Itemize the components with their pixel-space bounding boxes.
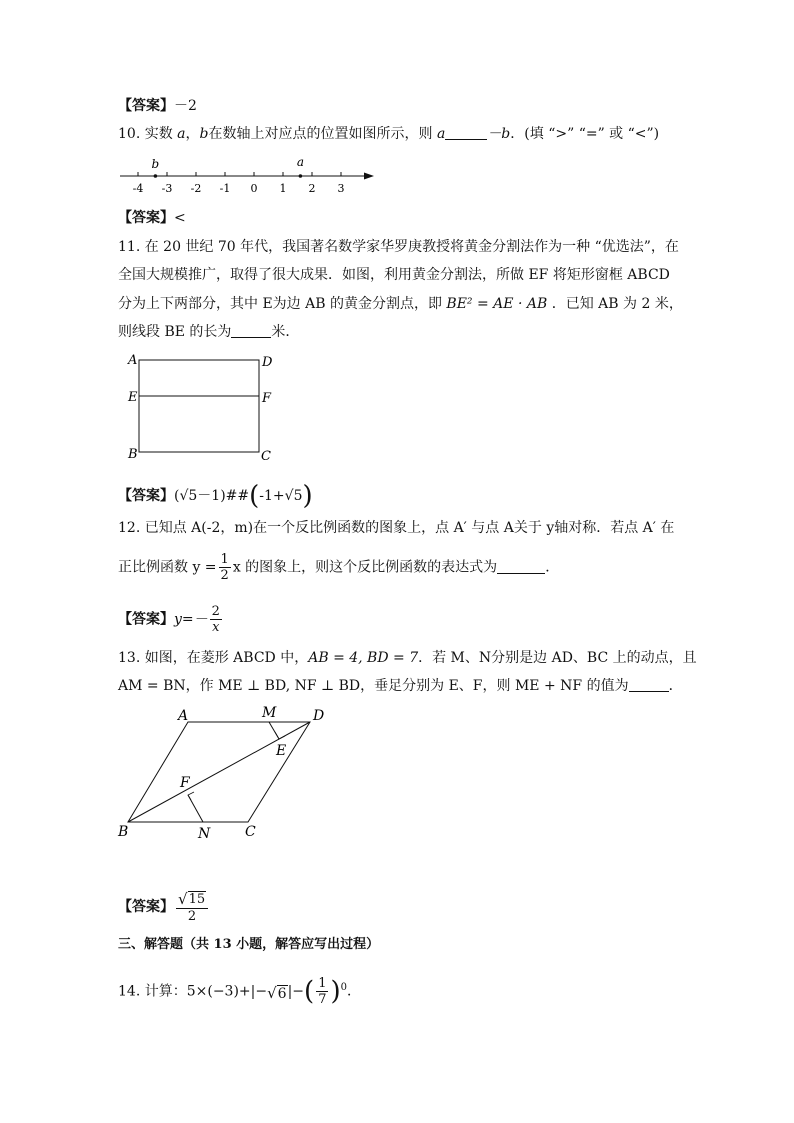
q10-var-b: b xyxy=(199,126,209,142)
q12-blank xyxy=(497,559,545,574)
number-line-ticks xyxy=(133,172,345,195)
number-line-figure xyxy=(118,150,388,196)
q10-text-a: 实数 xyxy=(144,126,178,142)
number-line-tick-label: -3 xyxy=(161,182,173,195)
q12-line2-a: 正比例函数 y = xyxy=(118,559,217,576)
label-b: B xyxy=(118,824,129,840)
q11-line3-b: ．已知 AB 为 2 米， xyxy=(547,296,683,312)
q14-expr-b: |− xyxy=(287,983,305,1000)
q10-answer xyxy=(118,208,186,228)
answer-label: 【答案】 xyxy=(118,210,174,226)
answer-label: 【答案】 xyxy=(118,98,174,114)
right-angle-f xyxy=(188,792,194,800)
label-d: D xyxy=(262,355,273,370)
q12-line1 xyxy=(118,518,674,538)
label-b: B xyxy=(128,447,138,462)
point-a-label: a xyxy=(296,155,304,169)
q13-answer xyxy=(118,890,210,924)
q10-number: 10. xyxy=(118,126,141,142)
q14-frac-num: 1 xyxy=(318,976,327,991)
q11-line3-a: 分为上下两部分，其中 E为边 AB 的黄金分割点，即 xyxy=(118,296,447,312)
q12-frac-num: 1 xyxy=(220,552,229,567)
q13-line1 xyxy=(118,648,697,668)
q14-sqrt: √ 6 xyxy=(267,983,287,1002)
rectangle-abcd xyxy=(139,360,259,452)
q10-text xyxy=(118,124,659,144)
label-f: F xyxy=(180,775,190,791)
number-line-tick-label: 0 xyxy=(250,182,258,195)
q10-answer-value: < xyxy=(174,210,186,226)
label-e: E xyxy=(128,390,138,405)
q12-answer-fraction xyxy=(210,604,222,635)
q10-text-b: 在数轴上对应点的位置如图所示，则 xyxy=(208,126,437,142)
q13-line1-c: ．若 M、N分别是边 AD、BC 上的动点，且 xyxy=(418,650,697,666)
number-line-tick-label: 2 xyxy=(308,182,316,195)
point-b-label: b xyxy=(151,157,160,171)
q11-answer-sep: ## xyxy=(225,488,250,504)
q13-answer-fraction xyxy=(176,890,208,924)
section-3-title: 三、解答题（共 13 小题，解答应写出过程） xyxy=(118,937,380,952)
label-m: M xyxy=(262,705,277,721)
q14-number: 14. xyxy=(118,983,141,1000)
number-line-tick-label: -1 xyxy=(219,182,231,195)
q11-answer-part1: (√5－1) xyxy=(174,488,226,504)
q14-end: ． xyxy=(347,983,362,1000)
q14-exp: 0 xyxy=(340,981,348,993)
q13-answer-num: √ 15 xyxy=(176,890,208,909)
answer-label: 【答案】 xyxy=(118,899,174,915)
number-line-tick-label: 3 xyxy=(337,182,345,195)
q11-line1-text: 在 20 世纪 70 年代，我国著名数学家华罗庚教授将黄金分割法作为一种 “优选法”，在 xyxy=(144,239,679,255)
q10-expr-a: a xyxy=(436,126,446,142)
rhombus-figure xyxy=(112,700,352,850)
q11-answer-part2: -1+√5 xyxy=(259,488,303,504)
q10-sep: ， xyxy=(185,126,200,142)
q11-line1 xyxy=(118,237,679,257)
q11-formula: BE² = AE · AB xyxy=(446,296,548,312)
number-line-arrow xyxy=(364,173,374,180)
q13-answer-den: 2 xyxy=(187,909,197,924)
q12-line2 xyxy=(118,552,559,583)
q11-line4-a: 则线段 BE 的长为 xyxy=(118,324,232,340)
q14-fraction xyxy=(316,976,328,1007)
q12-frac-den: 2 xyxy=(220,568,229,583)
q13-line2 xyxy=(118,676,683,696)
q10-blank xyxy=(445,125,487,140)
q11-line3 xyxy=(118,294,683,314)
q10-expr-minus-b: －b xyxy=(487,126,511,142)
q12-fraction xyxy=(219,552,231,583)
q12-line2-b: x 的图象上，则这个反比例函数的表达式为 xyxy=(232,559,498,576)
q12-answer-den: x xyxy=(212,620,220,635)
q13-line2-a: AM = BN，作 ME ⊥ BD, NF ⊥ BD，垂足分别为 E、F，则 ME + NF 的值为 xyxy=(118,678,629,694)
q9-answer-value: －2 xyxy=(174,98,197,114)
q12-line1-text: 已知点 A(-2，m)在一个反比例函数的图象上，点 A′ 与点 A关于 y轴对称．若点 A′ 在 xyxy=(144,520,675,536)
label-a: A xyxy=(178,708,189,724)
q12-number: 12. xyxy=(118,520,141,536)
number-line-tick-label: -4 xyxy=(132,182,144,195)
label-d: D xyxy=(313,708,325,724)
number-line-tick-label: 1 xyxy=(279,182,287,195)
label-e: E xyxy=(276,743,287,759)
q10-text-c: ．(填 “>” “=” 或 “<”) xyxy=(510,126,660,142)
q11-line4 xyxy=(118,322,299,342)
q11-line2: 全国大规模推广，取得了很大成果．如图，利用黄金分割法，所做 EF 将矩形窗框 ABCD xyxy=(118,267,670,283)
q13-number: 13. xyxy=(118,650,141,666)
q14-expr-a: 5×(−3)+|− xyxy=(186,983,268,1000)
label-n: N xyxy=(198,826,211,842)
q11-line4-b: 米． xyxy=(271,324,300,340)
q14-line: 14. 计算：5×(−3)+|− √ 6 |−( $\frac{1}{7}$ )$^0$． xyxy=(118,976,362,1007)
rectangle-window-figure xyxy=(118,348,288,464)
q13-answer-rad: 15 xyxy=(188,892,206,907)
label-a: A xyxy=(128,353,138,368)
q11-answer: 【答案】(√5－1)##(-1+√5) xyxy=(118,481,313,511)
q9-answer xyxy=(118,96,197,116)
point-a-dot xyxy=(299,174,303,178)
q12-line2-c: ． xyxy=(545,559,560,576)
q13-line2-b: ． xyxy=(668,678,683,694)
q11-number: 11. xyxy=(118,239,141,255)
answer-label: 【答案】 xyxy=(118,611,174,628)
number-line-tick-label: -2 xyxy=(190,182,202,195)
q11-blank xyxy=(231,323,271,338)
q12-answer xyxy=(118,604,224,635)
answer-label: 【答案】 xyxy=(118,488,174,504)
q12-answer-prefix: y=－ xyxy=(174,611,208,628)
q14-text: 计算： xyxy=(144,983,187,1000)
point-b-dot xyxy=(154,174,158,178)
q13-blank xyxy=(629,677,669,692)
q10-var-a: a xyxy=(177,126,186,142)
q13-line1-a: 如图，在菱形 ABCD 中， xyxy=(144,650,309,666)
label-c: C xyxy=(245,824,256,840)
q14-rad: 6 xyxy=(277,985,287,1002)
label-c: C xyxy=(261,449,271,464)
q12-answer-num: 2 xyxy=(211,604,220,619)
q14-frac-den: 7 xyxy=(318,992,327,1007)
q13-line1-b: AB = 4, BD = 7 xyxy=(308,650,419,666)
label-f: F xyxy=(262,391,272,406)
